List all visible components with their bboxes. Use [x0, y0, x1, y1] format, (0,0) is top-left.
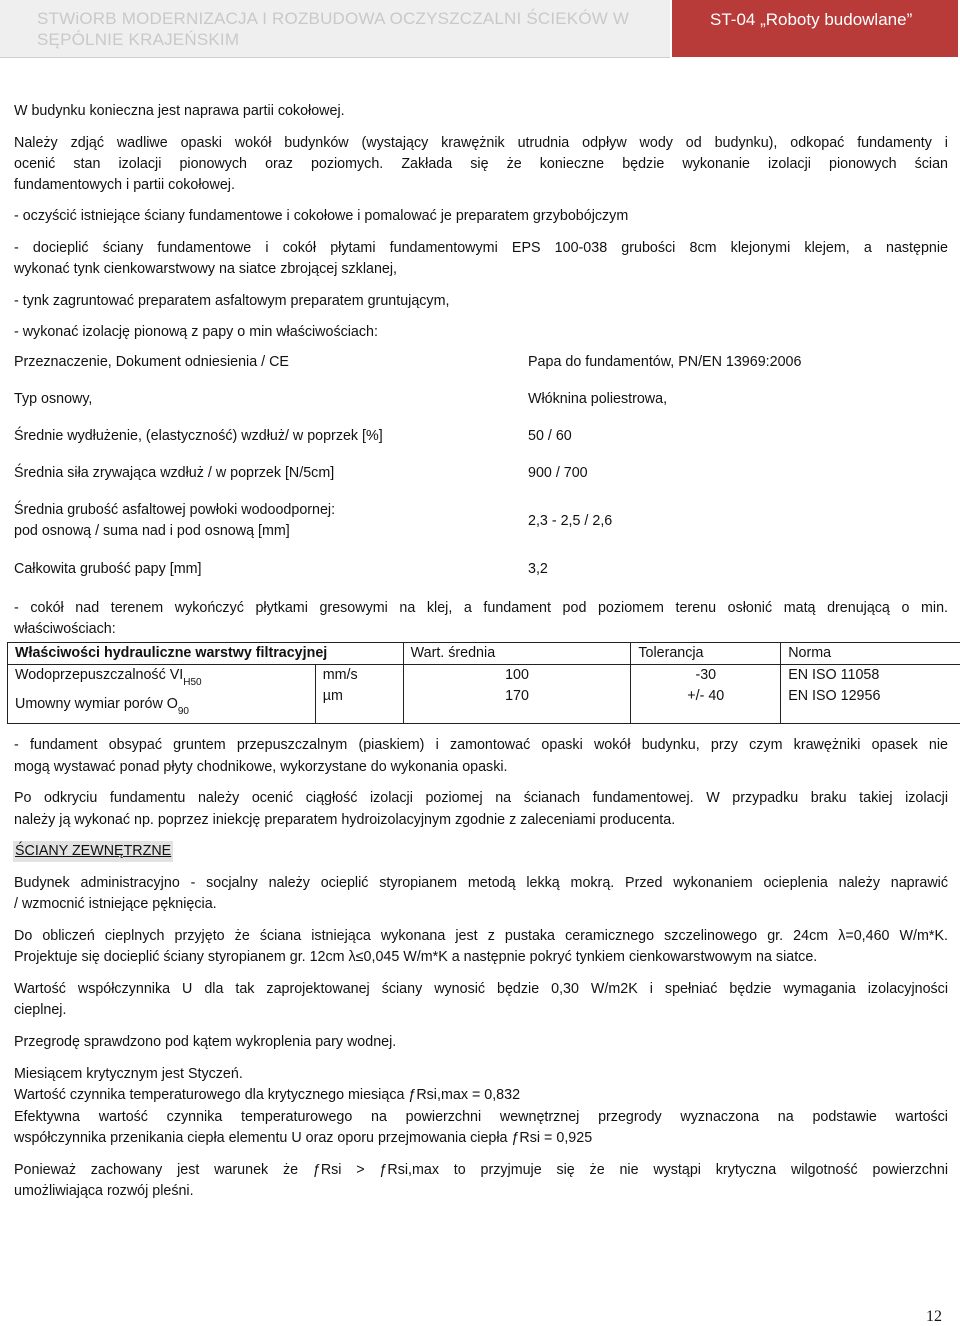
table-header-row — [8, 643, 960, 665]
header-section-label: ST-04 „Roboty budowlane” — [710, 10, 913, 29]
spec-value: 2,3 - 2,5 / 2,6 — [528, 513, 613, 529]
spec-label: Średnia grubość asfaltowej powłoki wodoodpornej: — [14, 502, 336, 518]
paragraph-line: współczynnika przenikania ciepła elementu U oraz oporu przejmowania ciepła ƒRsi = 0,925 — [14, 1130, 593, 1146]
property-name: Umowny wymiar porów O — [15, 696, 178, 712]
tolerance-value: -30 — [695, 667, 717, 683]
bullet-item: - oczyścić istniejące ściany fundamentowe i cokołowe i pomalować je preparatem grzybobójczym — [14, 208, 629, 224]
tolerance-value: +/- 40 — [687, 688, 725, 704]
paragraph-line: Ponieważ zachowany jest warunek że ƒRsi > ƒRsi,max to przyjmuje się że nie wystąpi krytyczna wilgotność powierzchni — [14, 1162, 948, 1178]
paragraph-line: umożliwiająca rozwój pleśni. — [14, 1183, 194, 1199]
bullet-item-line: - docieplić ściany fundamentowe i cokół płytami fundamentowymi EPS 100-038 grubości 8cm klejonymi klejem, a następnie — [14, 240, 948, 256]
paragraph-line: właściwościach: — [14, 621, 116, 637]
norm-value: EN ISO 12956 — [788, 688, 881, 704]
paragraph-line: Efektywna wartość czynnika temperaturowego na powierzchni wewnętrznej przegrody wyznaczona na podstawie wartości — [14, 1109, 948, 1125]
bullet-item-line: wykonać tynk cienkowarstwowy na siatce zbrojącej szklanej, — [14, 261, 398, 277]
spec-value: 900 / 700 — [528, 465, 588, 481]
paragraph-line: / wzmocnić istniejące pęknięcia. — [14, 896, 217, 912]
table-cell-norm — [781, 665, 960, 724]
header-title-block — [0, 0, 670, 58]
paragraph-line: Do obliczeń cieplnych przyjęto że ściana istniejąca wykonana jest z pustaka ceramicznego szczelinowego gr. 24cm λ=0,460 W/m*K. — [14, 928, 948, 944]
table-cell-value — [403, 665, 631, 724]
spec-value: Papa do fundamentów, PN/EN 13969:2006 — [528, 354, 802, 370]
spec-value: 50 / 60 — [528, 428, 572, 444]
spec-label: Przeznaczenie, Dokument odniesienia / CE — [14, 354, 289, 370]
bullet-item: - tynk zagruntować preparatem asfaltowym preparatem gruntującym, — [14, 293, 450, 309]
table-header-cell: Właściwości hydrauliczne warstwy filtracyjnej — [8, 643, 404, 665]
paragraph-line: należy ją wykonać np. poprzez iniekcję preparatem hydroizolacyjnym zgodnie z zaleceniami producenta. — [14, 812, 676, 828]
unit-value: µm — [322, 688, 343, 704]
property-name: Wodoprzepuszczalność VI — [15, 667, 184, 683]
spec-label: pod osnową / suma nad i pod osnową [mm] — [14, 523, 290, 539]
paragraph: W budynku konieczna jest naprawa partii cokołowej. — [14, 103, 345, 119]
mean-value: 100 — [505, 667, 529, 683]
paragraph-line: Po odkryciu fundamentu należy ocenić ciągłość izolacji poziomej na ścianach fundamentowej. W przypadku braku takiej izolacji — [14, 790, 948, 806]
table-cell-tolerance — [631, 665, 781, 724]
spec-label: Całkowita grubość papy [mm] — [14, 561, 202, 577]
paragraph-line: Wartość czynnika temperaturowego dla krytycznego miesiąca ƒRsi,max = 0,832 — [14, 1087, 521, 1103]
paragraph-line: - cokół nad terenem wykończyć płytkami gresowymi na klej, a fundament pod poziomem terenu osłonić matą drenującą o min. — [14, 600, 948, 616]
norm-value: EN ISO 11058 — [788, 667, 880, 683]
unit-value: mm/s — [322, 667, 358, 683]
table-header-cell: Tolerancja — [631, 643, 781, 665]
paragraph-line: fundamentowych i partii cokołowej. — [14, 177, 235, 193]
section-heading: ŚCIANY ZEWNĘTRZNE — [13, 841, 173, 862]
page-header — [0, 0, 960, 57]
spec-label: Średnia siła zrywająca wzdłuż / w poprzek [N/5cm] — [14, 465, 335, 481]
paragraph-line: Miesiącem krytycznym jest Styczeń. — [14, 1066, 243, 1082]
paragraph-line: cieplnej. — [14, 1002, 67, 1018]
paragraph: Przegrodę sprawdzono pod kątem wykroplenia pary wodnej. — [14, 1034, 397, 1050]
paragraph-line: Projektuje się docieplić ściany styropianem gr. 12cm λ≤0,045 W/m*K a następnie pokryć tynkiem cienkowarstwowym na siatce. — [14, 949, 818, 965]
table-header-cell: Norma — [781, 643, 960, 665]
header-title-line2: SĘPÓLNIE KRAJEŃSKIM — [37, 30, 240, 49]
paragraph-line: Należy zdjąć wadliwe opaski wokół budynków (wystający krawężnik utrudnia odpływ wody od budynku), odkopać fundamenty i — [14, 135, 948, 151]
header-title-line1: STWiORB MODERNIZACJA I ROZBUDOWA OCZYSZCZALNI ŚCIEKÓW W — [37, 9, 630, 28]
paragraph-line: - fundament obsypać gruntem przepuszczalnym (piaskiem) i zamontować opaski wokół budynku, przy czym krawężniki opasek nie — [14, 737, 948, 753]
paragraph-line: Wartość współczynnika U dla tak zaprojektowanej ściany wynosić będzie 0,30 W/m2K i spełniać będzie wymagania izolacyjności — [14, 981, 948, 997]
mean-value: 170 — [505, 688, 529, 704]
header-section-block — [672, 0, 958, 57]
table-row — [8, 665, 960, 724]
bullet-item: - wykonać izolację pionową z papy o min właściwościach: — [14, 324, 378, 340]
spec-value: 3,2 — [528, 561, 548, 577]
property-subscript: 90 — [177, 706, 189, 717]
property-subscript: H50 — [183, 677, 202, 688]
paragraph-line: Budynek administracyjno - socjalny należy ocieplić styropianem metodą lekką mokrą. Przed wykonaniem ocieplenia należy naprawić — [14, 875, 948, 891]
hydraulic-properties-table — [7, 642, 960, 724]
paragraph-line: ocenić stan izolacji pionowych oraz poziomych. Zakłada się że konieczne będzie wykonanie izolacji pionowych ścian — [14, 156, 948, 172]
spec-value: Włóknina poliestrowa, — [528, 391, 668, 407]
page-number: 12 — [926, 1308, 942, 1325]
paragraph-line: mogą wystawać ponad płyty chodnikowe, wykorzystane do wykonania opaski. — [14, 759, 508, 775]
spec-label: Typ osnowy, — [14, 391, 93, 407]
table-cell-property — [8, 665, 316, 724]
table-header-cell: Wart. średnia — [403, 643, 631, 665]
table-cell-unit — [315, 665, 403, 724]
spec-label: Średnie wydłużenie, (elastyczność) wzdłuż/ w poprzek [%] — [14, 428, 383, 444]
